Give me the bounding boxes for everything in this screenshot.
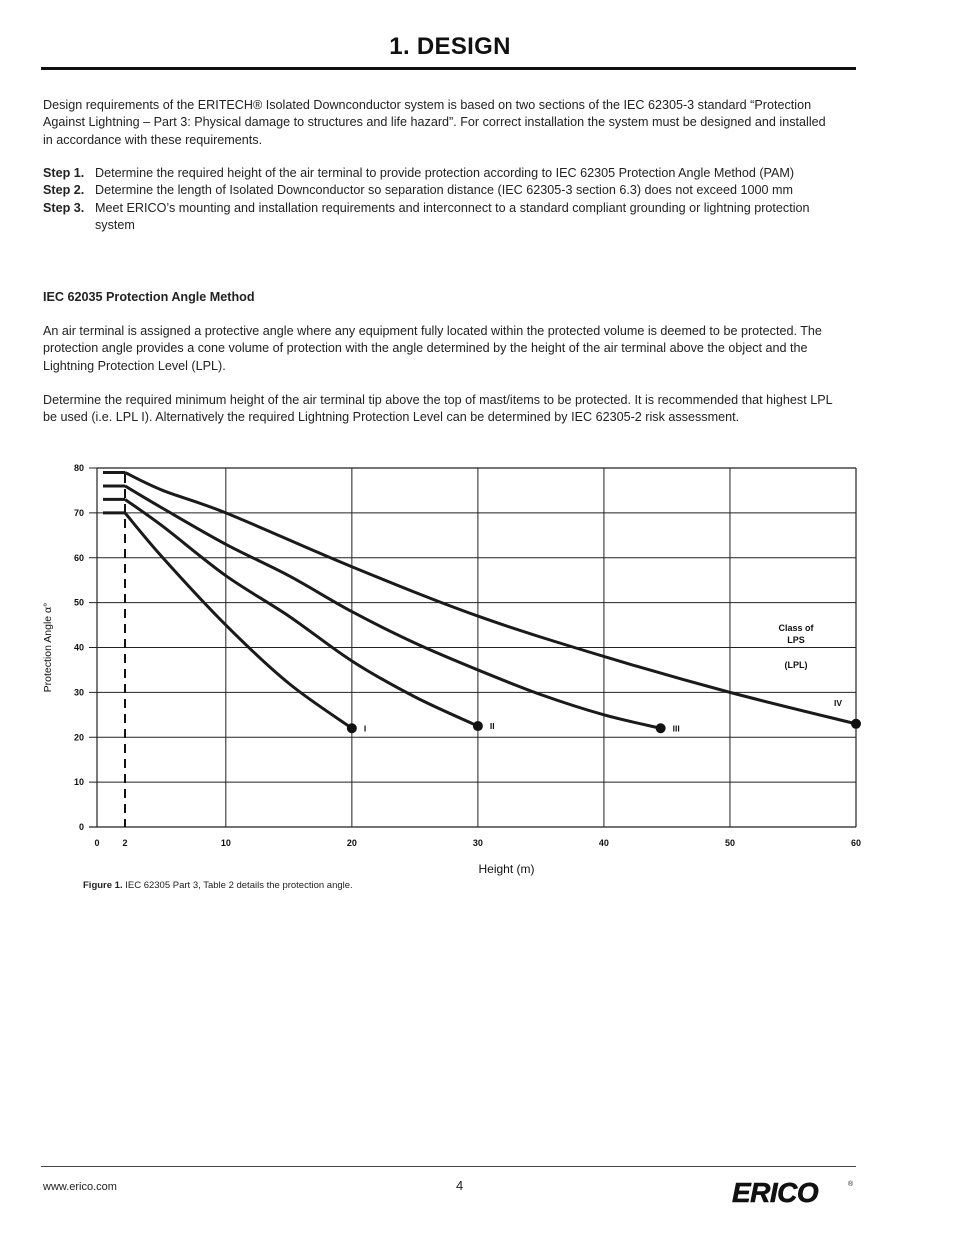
legend-title-line: (LPL) [784, 660, 808, 670]
x-tick-label: 50 [724, 838, 735, 848]
figure-label: Figure 1. [83, 880, 123, 891]
step-label: Step 1. [43, 166, 85, 180]
series-label: IV [833, 697, 843, 708]
series-endpoint-III [656, 723, 666, 733]
protection-angle-chart [0, 450, 954, 880]
y-tick-label: 30 [73, 687, 84, 698]
y-tick-label: 80 [73, 463, 84, 473]
y-tick-label: 20 [73, 732, 84, 743]
y-tick-label: 10 [73, 777, 84, 788]
page-title: 1. DESIGN [389, 33, 511, 60]
step-text: Determine the length of Isolated Downconductor so separation distance (IEC 62305-3 section 6.3) does not exceed 1000 mm [95, 183, 793, 198]
step-item [43, 165, 833, 182]
y-tick-label: 0 [78, 822, 84, 832]
footer-rule [41, 1166, 856, 1167]
series-endpoint-II [473, 721, 483, 731]
y-tick-label: 40 [73, 642, 84, 653]
x-tick-label: 2 [122, 838, 128, 848]
pam-paragraph: An air terminal is assigned a protective angle where any equipment fully located within the protected volume is deemed to be protected. The protection angle provides a cone volume of protection with the angle determined by the height of the air terminal above the object and the Lightning Protection Level (LPL). [43, 324, 822, 373]
figure-caption-text: IEC 62305 Part 3, Table 2 details the protection angle. [122, 880, 353, 891]
x-tick-label: 10 [220, 838, 231, 848]
step-item [43, 182, 833, 199]
svg-text:®: ® [848, 1181, 854, 1188]
x-tick-label: 40 [598, 838, 609, 848]
x-tick-label: 30 [472, 838, 483, 848]
legend-title-line: LPS [787, 635, 805, 645]
footer-url[interactable]: www.erico.com [43, 1181, 117, 1193]
series-line-IV [125, 472, 856, 723]
title-rule [41, 67, 856, 70]
series-label: I [363, 723, 367, 734]
x-tick-label: 20 [346, 838, 357, 848]
steps-list [43, 165, 833, 234]
section-heading: IEC 62035 Protection Angle Method [43, 290, 255, 304]
x-axis-label: Height (m) [478, 862, 535, 876]
y-tick-label: 50 [73, 597, 84, 608]
series-label: II [489, 721, 495, 732]
figure-caption [83, 880, 353, 891]
series-endpoint-I [347, 723, 357, 733]
step-label: Step 2. [43, 183, 85, 198]
y-axis-label: Protection Angle α° [42, 602, 54, 693]
y-tick-label: 60 [73, 552, 84, 563]
x-tick-label: 0 [94, 838, 100, 848]
step-text: Meet ERICO’s mounting and installation requirements and interconnect to a standard compliant grounding or lightning protection system [95, 200, 810, 232]
x-tick-label: 60 [850, 838, 862, 848]
lpl-paragraph: Determine the required minimum height of the air terminal tip above the top of mast/items to be protected. It is recommended that highest LPL be used (i.e. LPL I). Alternatively the required Lightning Protection Level can be determined by IEC 62305-2 risk assessment. [43, 393, 833, 425]
page-number: 4 [456, 1178, 464, 1193]
step-text: Determine the required height of the air terminal to provide protection according to IEC 62305 Protection Angle Method (PAM) [95, 166, 795, 180]
erico-logo [730, 1176, 860, 1208]
logo-text: ERICO [732, 1177, 819, 1208]
step-label: Step 3. [43, 200, 85, 215]
series-endpoint-IV [851, 719, 861, 729]
series-line-I [125, 513, 352, 728]
step-item [43, 200, 833, 235]
intro-paragraph: Design requirements of the ERITECH® Isolated Downconductor system is based on two sections of the IEC 62305-3 standard “Protection Against Lightning – Part 3: Physical damage to structures and life hazard”. For correct installation the system must be designed and installed in accordance with these requirements. [43, 98, 826, 147]
legend-title-line: Class of [778, 623, 814, 633]
series-label: III [672, 723, 680, 734]
y-tick-label: 70 [73, 507, 84, 518]
